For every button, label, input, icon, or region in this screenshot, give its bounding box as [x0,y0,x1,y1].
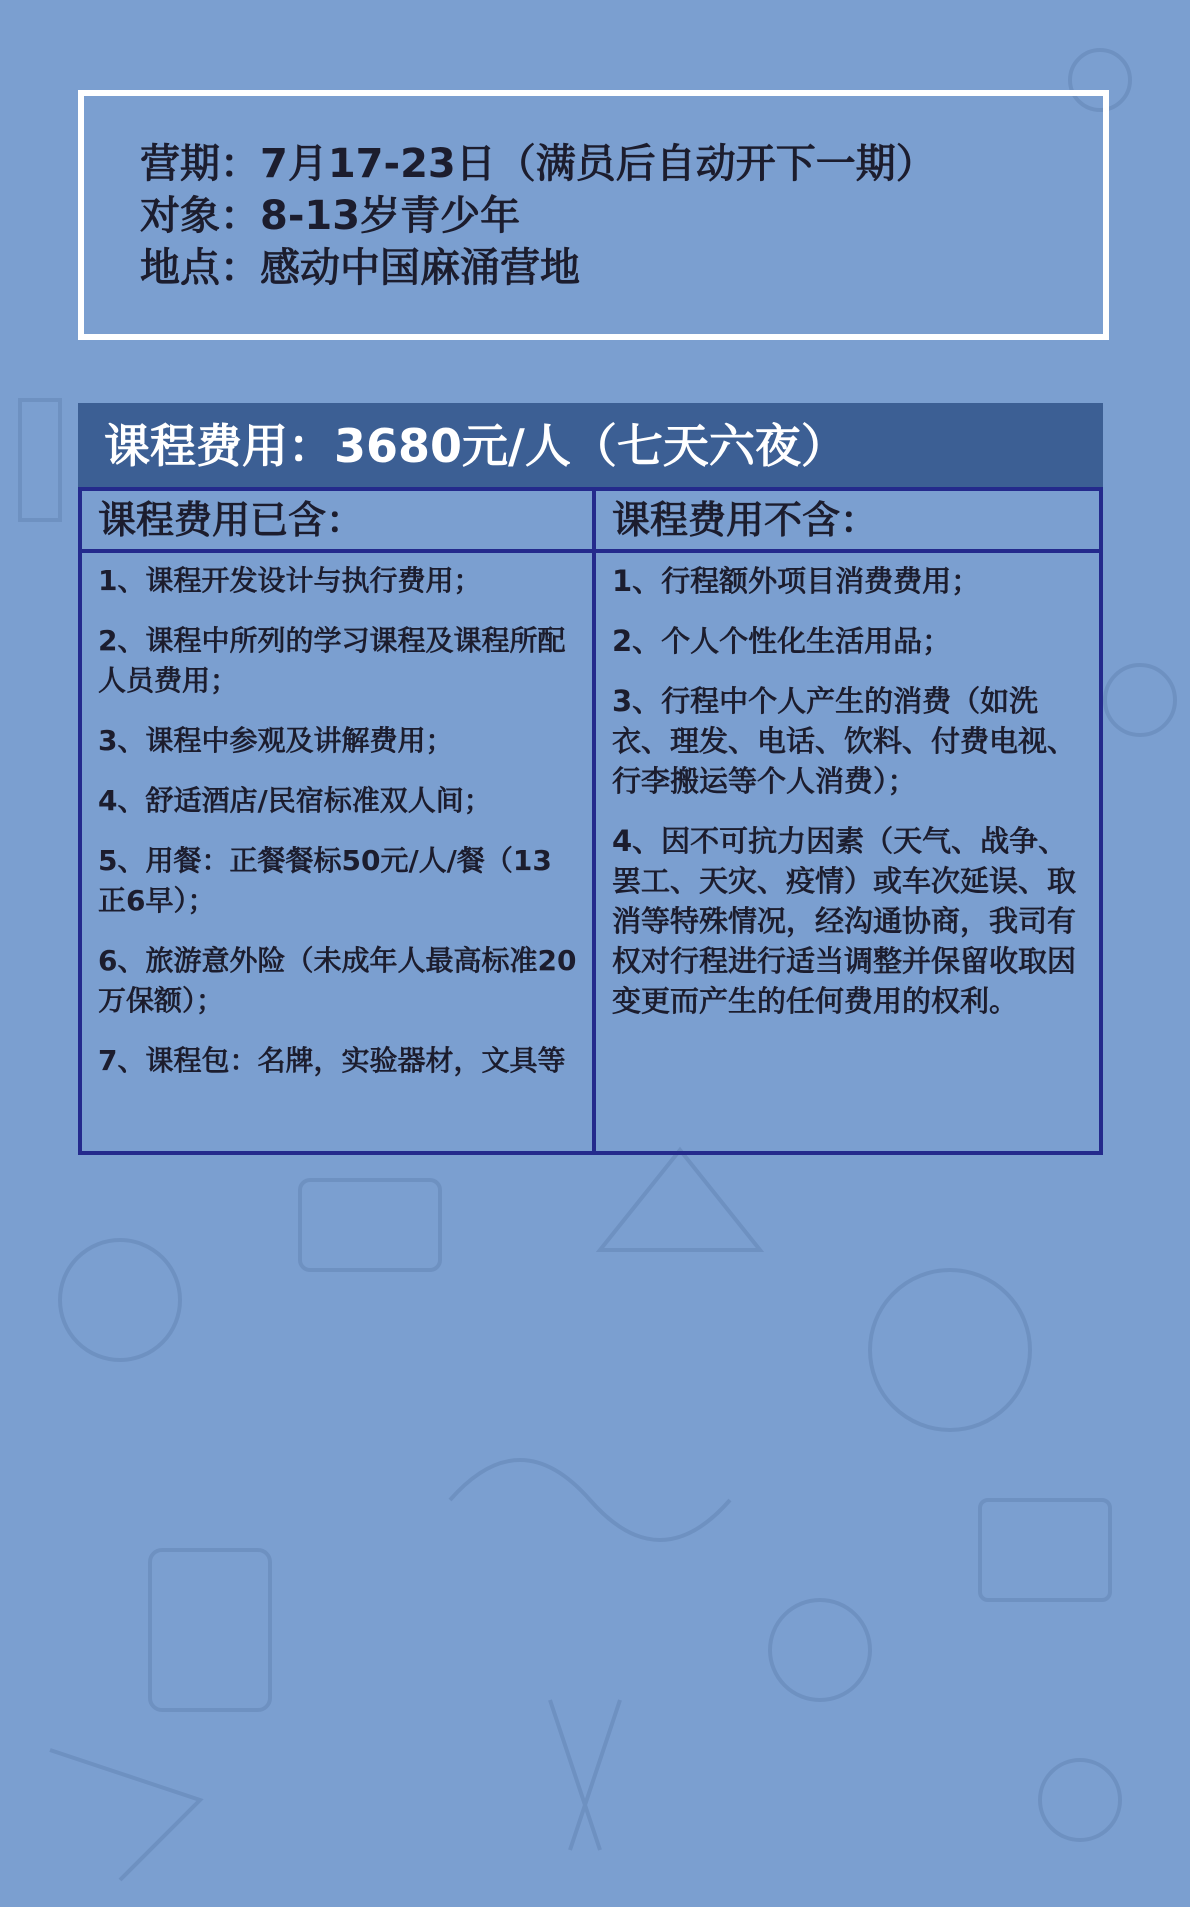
list-item: 6、旅游意外险（未成年人最高标准20万保额）； [98,944,577,1017]
list-item: 5、用餐：正餐餐标50元/人/餐（13正6早）； [98,844,552,917]
list-item: 4、舒适酒店/民宿标准双人间； [98,784,492,817]
included-list [82,553,592,1081]
list-item: 4、因不可抗力因素（天气、战争、罢工、天灾、疫情）或车次延误、取消等特殊情况，经沟通协商，我司有权对行程进行适当调整并保留收取因变更而产生的任何费用的权利。 [612,824,1077,1018]
camp-info-box [78,90,1109,340]
list-item: 2、课程中所列的学习课程及课程所配人员费用； [98,624,566,697]
included-title: 课程费用已含： [82,491,592,553]
list-item: 2、个人个性化生活用品； [612,624,952,658]
list-item: 3、行程中个人产生的消费（如洗衣、理发、电话、饮料、付费电视、行李搬运等个人消费）； [612,684,1077,798]
camp-period: 营期：7月17-23日（满员后自动开下一期） [140,141,936,187]
list-item: 7、课程包：名牌，实验器材，文具等 [98,1044,566,1077]
list-item: 1、课程开发设计与执行费用； [98,564,482,597]
excluded-title: 课程费用不含： [596,491,1099,553]
fee-header: 课程费用：3680元/人（七天六夜） [78,403,1103,489]
camp-target: 对象：8-13岁青少年 [140,193,521,239]
excluded-column [596,491,1099,1151]
camp-location: 地点：感动中国麻涌营地 [140,245,580,291]
list-item: 3、课程中参观及讲解费用； [98,724,454,757]
list-item: 1、行程额外项目消费费用； [612,564,981,598]
included-column [82,491,596,1151]
excluded-list [596,553,1099,1021]
fee-table [78,487,1103,1155]
